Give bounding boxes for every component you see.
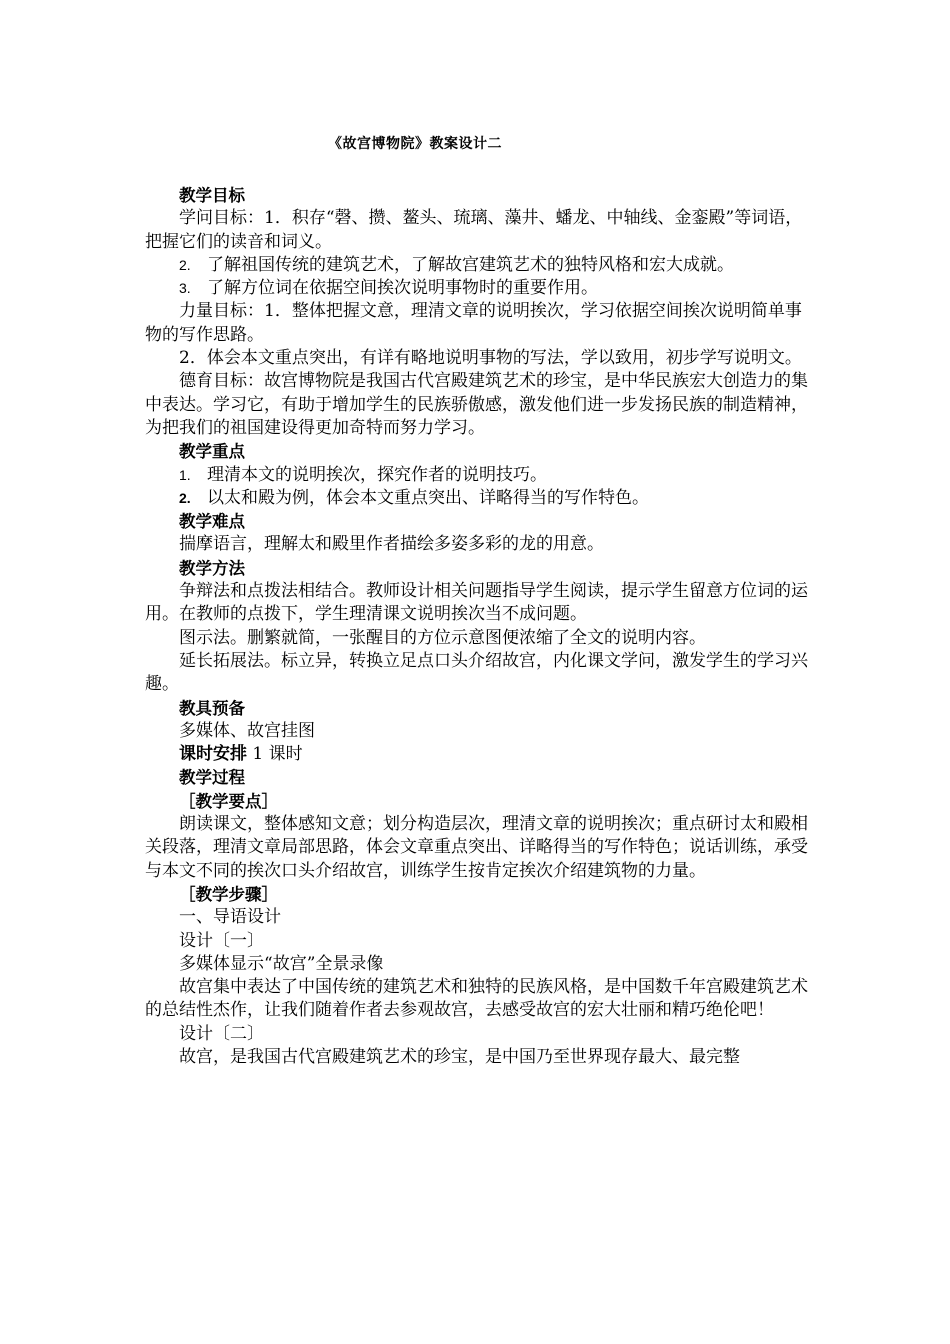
paragraph-goal-moral: 德育目标：故宫博物院是我国古代宫殿建筑艺术的珍宝，是中华民族宏大创造力的集中表达。学习它，有助于增加学生的民族骄傲感，激发他们进一步发扬民族的制造精神，为把我们的祖国建设得更加奇特而努力学习。 — [145, 371, 808, 438]
list-item-goal-k2 — [179, 254, 810, 277]
paragraph-goal-ability1: 力量目标：1．整体把握文意，理清文章的说明挨次，学习依据空间挨次说明简单事物的写作思路。 — [145, 301, 802, 345]
paragraph-goal-knowledge: 学问目标：1．积存“磬、攒、鳌头、琉璃、藻井、蟠龙、中轴线、金銮殿”等词语，把握它们的读音和词义。 — [145, 208, 803, 252]
list-number: 1. — [179, 466, 191, 483]
paragraph-design2-text: 故宫，是我国古代宫殿建筑艺术的珍宝，是中国乃至世界现存最大、最完整 — [179, 1046, 740, 1067]
paragraph-design1-line: 多媒体显示“故宫”全景录像 — [179, 953, 384, 974]
list-number: 3. — [179, 280, 191, 297]
list-text: 理清本文的说明挨次，探究作者的说明技巧。 — [207, 464, 547, 485]
list-number: 2. — [179, 256, 191, 273]
list-item-key1 — [179, 464, 810, 487]
paragraph-goal-ability2: 2．体会本文重点突出，有详有略地说明事物的写法，学以致用，初步学写说明文。 — [179, 348, 802, 369]
heading-goals: 教学目标 — [179, 186, 245, 205]
heading-difficulty: 教学难点 — [179, 512, 245, 532]
list-item-goal-k3 — [179, 277, 810, 300]
list-number: 2. — [179, 489, 191, 506]
heading-points: ［教学要点］ — [179, 791, 278, 811]
paragraph-method2: 图示法。删繁就简，一张醒目的方位示意图便浓缩了全文的说明内容。 — [179, 627, 706, 648]
schedule-value: 1 课时 — [252, 744, 303, 765]
heading-steps: ［教学步骤］ — [179, 884, 278, 904]
heading-process: 教学过程 — [179, 768, 245, 788]
paragraph-design1: 设计〔一〕 — [179, 930, 264, 951]
paragraph-step1: 一、导语设计 — [179, 907, 281, 928]
heading-schedule: 课时安排 — [179, 744, 247, 765]
list-text: 了解祖国传统的建筑艺术，了解故宫建筑艺术的独特风格和宏大成就。 — [207, 254, 734, 275]
paragraph-design1-text: 故宫集中表达了中国传统的建筑艺术和独特的民族风格，是中国数千年宫殿建筑艺术的总结性杰作，让我们随着作者去参观故宫，去感受故宫的宏大壮丽和精巧绝伦吧！ — [145, 977, 808, 1021]
paragraph-method1: 争辩法和点拨法相结合。教师设计相关问题指导学生阅读，提示学生留意方位词的运用。在教师的点拨下，学生理清课文说明挨次当不成问题。 — [145, 581, 808, 625]
heading-key: 教学重点 — [179, 442, 245, 462]
heading-tools: 教具预备 — [179, 698, 245, 718]
paragraph-schedule — [145, 743, 810, 766]
list-text: 以太和殿为例，体会本文重点突出、详略得当的写作特色。 — [207, 487, 649, 508]
list-item-key2 — [179, 487, 810, 510]
list-text: 了解方位词在依据空间挨次说明事物时的重要作用。 — [207, 278, 598, 299]
paragraph-design2: 设计〔二〕 — [179, 1023, 264, 1044]
paragraph-method3: 延长拓展法。标立异，转换立足点口头介绍故宫，内化课文学问，激发学生的学习兴趣。 — [145, 650, 808, 695]
document-title: 《故宫博物院》教案设计二 — [328, 136, 502, 152]
document-body — [145, 184, 810, 1069]
paragraph-tools: 多媒体、故宫挂图 — [179, 720, 315, 741]
heading-method: 教学方法 — [179, 558, 245, 578]
paragraph-difficulty: 揣摩语言，理解太和殿里作者描绘多姿多彩的龙的用意。 — [179, 534, 604, 555]
paragraph-points: 朗读课文，整体感知文意；划分构造层次，理清文章的说明挨次；重点研讨太和殿相关段落，理清文章局部思路，体会文章重点突出、详略得当的写作特色；说话训练，承受与本文不同的挨次口头介绍故宫，训练学生按肯定挨次介绍建筑物的力量。 — [145, 814, 808, 881]
